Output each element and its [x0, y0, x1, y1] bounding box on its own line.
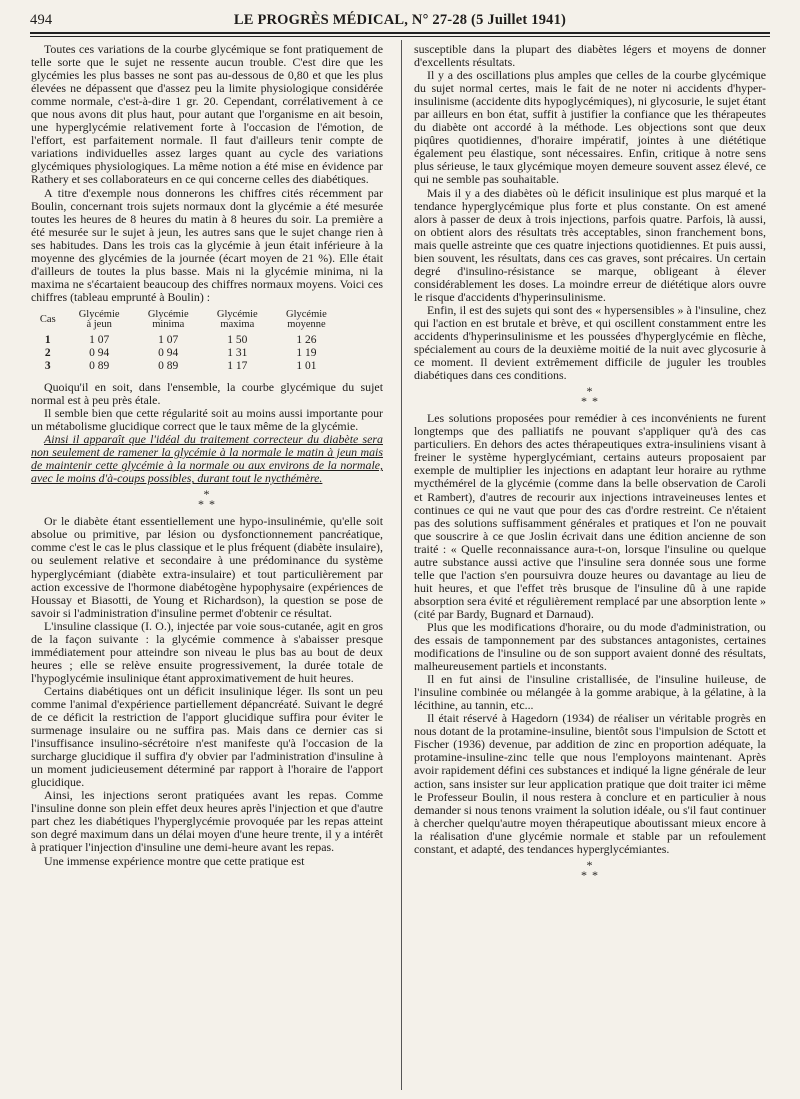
table-cell: 0 89: [89, 359, 110, 372]
paragraph: Certains diabétiques ont un déficit insulinique léger. Ils sont un peu comme l'animal d'expérience partiellement dépancréaté. Suivant le degré de ce déficit la restriction de l'apport glucidique suffira pour éviter le surmenage insulaire ou ne suffira pas. Mais dans ce dernier cas si l'insuffisance insulino-sécrétoire n'est manifeste qu'à l'occasion de la surcharge glucidique il suffira d'y obvier par l'administration d'insuline à un moment judicieusement déterminé par rapport à l'horaire de l'apport glucidique.: [31, 683, 383, 790]
paragraph: Les solutions proposées pour remédier à ces inconvénients ne furent longtemps que des palliatifs ne pouvant s'appliquer qu'à des cas particuliers. En dehors des actes thérapeutiques extra-insuliniens visant à freiner le système hyperglycémiant, certains auteurs proposaient par exemple de multiplier les injections en adaptant leur horaire au rythme mycthémérel de la glycémie (comme dans la belle observation de Caroli et Rambert), d'autres de recourir aux injections intraveineuses lentes et continues ce qui ne vaut que pour des cas d'ordre restreint. Ce n'étaient pas des solutions suffisamment générales et pratiques et l'on ne pouvait que souscrire à ce que Joslin écrivait dans une édition ancienne de son traité : « Quelle reconnaissance aura-t-on, lorsque l'insuline ou quelque autre substance aussi active que l'insuline sera donnée sous une forme telle que l'action s'en poursuivra douze heures ou davantage au lieu de huit heures, et que l'effet très brusque de l'insuline dû à une rapide absorption sera évité et régulièrement remplacé par une absorption lente » (cité par Bardy, Bugnard et Darnaud).: [414, 411, 766, 621]
right-column: [414, 43, 766, 886]
table-cell: 1 17: [227, 359, 248, 372]
paragraph: susceptible dans la plupart des diabètes légers et moyens de donner d'excellents résultats.: [414, 42, 766, 70]
emphasized-paragraph: Ainsi il apparaît que l'idéal du traitement correcteur du diabète sera non seulement de ramener la glycémie à la normale le matin à jeun mais de maintenir cette glycémie à la normale ou aux environs de la normale, avec le moins d'à-coups possibles, durant tout le nycthémère.: [31, 432, 383, 486]
paragraph: Il semble bien que cette régularité soit au moins aussi importante pour un métabolisme glucidique correct que le taux même de la glycémie.: [31, 406, 383, 434]
paragraph: Plus que les modifications d'horaire, ou du mode d'administration, ou des essais de tamponnement par des substances antagonistes, certaines modifications de l'insuline ou de son support avaient donné des résultats, malheureusement partiels et inconstants.: [414, 619, 766, 674]
header-rule-thick: [30, 32, 770, 34]
separator-star: *: [586, 857, 594, 872]
table-cell: 1 07: [89, 333, 110, 346]
table-header-cell: Glycémie maxima: [216, 308, 258, 331]
paragraph: Il y a des oscillations plus amples que celles de la courbe glycémique du sujet normal certes, mais le fait de ne noter ni accidents d'hyper-insulinisme (accidente dits hypoglycémiques), ni glycosurie, le sujet étant par ailleurs en bon état, suffit à justifier la confiance que les thérapeutes du diabète ont accordé à la méthode. Les objections sont que deux piqûres quotidiennes, d'horaire impératif, jointes à une diététique également peu élastique, sont nécessaires. Enfin, critique à notre sens plus sérieuse, le taux glycémique moyen demeure souvent assez élevé, ce qui ne semble pas souhaitable.: [414, 68, 766, 187]
table-header-row: [31, 310, 341, 334]
separator-stars: * *: [581, 867, 599, 882]
page-number: 494: [30, 12, 53, 28]
paragraph: Ainsi, les injections seront pratiquées avant les repas. Comme l'insuline donne son plein effet deux heures après l'injection et que d'autre part chez les diabétiques l'hyperglycémie provoquée par les repas atteint son degré maximum dans un délai moyen d'une heure trente, il y a intérêt à pratiquer l'injection d'insuline une demi-heure avant les repas.: [31, 788, 383, 855]
table-header-cell: Glycémie moyenne: [286, 308, 327, 331]
paragraph: Enfin, il est des sujets qui sont des « hypersensibles » à l'insuline, chez qui l'action en est brutale et brève, et qui oscillent constamment entre les accidents d'hyperinsulinisme et les poussées d'hyperglycémie en flèche, spécialement au cours de la deuxième moitié de la nuit avec glycosurie à ce moment. Il devient extrêmement difficile de juguler les troubles diabétiques dans ces conditions.: [414, 302, 766, 383]
column-divider: [401, 40, 402, 1090]
table-cell: 0 89: [158, 359, 179, 372]
table-header-cell: Glycémie minima: [147, 308, 189, 331]
section-separator: [414, 384, 766, 409]
table-row: [31, 334, 341, 347]
paragraph: Il était réservé à Hagedorn (1934) de réaliser un véritable progrès en nous dotant de la protamine-insuline, bientôt sous l'impulsion de Sctott et Fischer (1936) devenue, par addition de zinc en proportion adéquate, la protamine-insuline-zinc telle que nous l'employons maintenant. Après avoir rapidement défini ces substances et indiqué la ligne générale de leur action, sans insister sur leur application pratique que doit traiter ici même le Professeur Boulin, il nous restera à conclure et en particulier à nous demander si nous tenons vraiment la solution idéale, ou s'il faut continuer à chercher quelqu'autre moyen thérapeutique aboutissant mieux encore à la réalisation d'une glycémie normale et stable par un refoulement constant, et adapté, des tendances hyperglycémiantes.: [414, 711, 766, 856]
page-header: [30, 10, 770, 30]
paragraph: Toutes ces variations de la courbe glycémique se font pratiquement de telle sorte que le sujet ne ressente aucun trouble. C'est dire que les glycémies les plus basses ne sont pas au-dessous de 0,80 et que les plus élevées ne dépassent que d'assez peu la limite physiologique considérée comme normale, c'est-à-dire 1 gr. 20. Cependant, corrélativement à ce que nous avons dit plus haut, pour autant que l'organisme en ait besoin, une hyperglycémie relativement forte à l'occasion de l'émotion, de l'effort, est parfaitement normale. Il faut d'ailleurs tenir compte de variations individuelles assez larges quant au cycle des variations glycémiques physiologiques. La même notion a été mise en évidence par Rathery et ses collaborateurs en ce qui concerne celles des diabétiques.: [31, 42, 383, 187]
table-cell: 1 01: [296, 359, 317, 372]
separator-stars: * *: [198, 497, 216, 512]
separator-star: *: [203, 487, 211, 502]
separator-stars: * *: [581, 394, 599, 409]
table-cell: 1: [44, 333, 51, 346]
journal-title: LE PROGRÈS MÉDICAL, N° 27-28 (5 Juillet 1941): [233, 12, 567, 28]
table-cell: 1 19: [296, 346, 317, 359]
table-cell: 0 94: [89, 346, 110, 359]
table-row: [31, 347, 341, 360]
paragraph: A titre d'exemple nous donnerons les chiffres cités récemment par Boulin, concernant trois sujets normaux dont la glycémie a été mesurée toutes les heures de 8 heures du matin à 8 heures du soir. La première a été mesurée sur le sujet à jeun, les autres sans que le sujet change rien à ses habitudes. Dans les trois cas la glycémie à jeun était inférieure à la moyenne des glycémies de la journée (écart moyen de 21 %). Elle était d'ailleurs de toutes la plus basse. Mais ni la glycémie minima, ni la maxima ne s'écartaient beaucoup des chiffres normaux moyens. Voici ces chiffres (tableau emprunté à Boulin) :: [31, 185, 383, 304]
table-cell: 3: [44, 359, 51, 372]
header-rule-thin: [30, 36, 770, 37]
paragraph: Une immense expérience montre que cette pratique est: [44, 853, 305, 868]
table-header-cell: Glycémie à jeun: [78, 308, 120, 331]
table-cell: 1 26: [296, 333, 317, 346]
separator-star: *: [586, 384, 594, 399]
paragraph: Mais il y a des diabètes où le déficit insulinique est plus marqué et la tendance hyperglycémique plus forte et plus constante. On est amené alors à passer de deux à trois injections, parfois quatre. Parfois, là aussi, on obtient alors des résultats très acceptables, sinon franchement bons, mais quelle astreinte que ces quatre injections quotidiennes. Et puis aussi, bien souvent, les résultats, dans ces cas graves, sont précaires. Un certain degré d'insulino-résistance se marque, obligeant à élever considérablement les doses. La moindre erreur de diététique alors ouvre le risque d'accidents d'hyperinsulinisme.: [414, 185, 766, 304]
table-cell: 2: [44, 346, 51, 359]
left-column: [31, 43, 383, 868]
table-cell: 0 94: [158, 346, 179, 359]
glycemia-table: [31, 310, 341, 373]
paragraph: L'insuline classique (I. O.), injectée par voie sous-cutanée, agit en gros de la façon suivante : la glycémie commence à s'abaisser presque immédiatement pour atteindre son niveau le plus bas au bout de deux heures ; elle se relève ensuite progressivement, la durée totale de l'hypoglycémie insulinique étant approximativement de huit heures.: [31, 618, 383, 685]
table-row: [31, 360, 341, 373]
section-separator: [414, 857, 766, 882]
table-cell: 1 31: [227, 346, 248, 359]
paragraph: Or le diabète étant essentiellement une hypo-insulinémie, qu'elle soit absolue ou primitive, par lésion ou dysfonctionnement pancréatique, comme c'est le cas le plus classique et le plus fréquent (diabète insulaire), ou seulement relative et secondaire à une prédominance du système hyperglycémiant (diabète extra-insulaire) et tout particulièrement par action excessive de l'hormone diabétogène hypophysaire (expériences de Houssay et Biasotti, de Young et Richardson), la question se pose de savoir si l'administration d'insuline permet d'obtenir ce résultat.: [31, 514, 383, 620]
table-header-cell: Cas: [39, 314, 56, 326]
section-separator: [31, 487, 383, 512]
table-cell: 1 50: [227, 333, 248, 346]
paragraph: Il en fut ainsi de l'insuline cristallisée, de l'insuline huileuse, de l'insuline combinée ou mélangée à la gomme arabique, à la gélatine, à la lécithine, au tannin, etc...: [414, 672, 766, 713]
table-cell: 1 07: [158, 333, 179, 346]
paragraph: Quoiqu'il en soit, dans l'ensemble, la courbe glycémique du sujet normal est à peu près étale.: [31, 379, 383, 407]
